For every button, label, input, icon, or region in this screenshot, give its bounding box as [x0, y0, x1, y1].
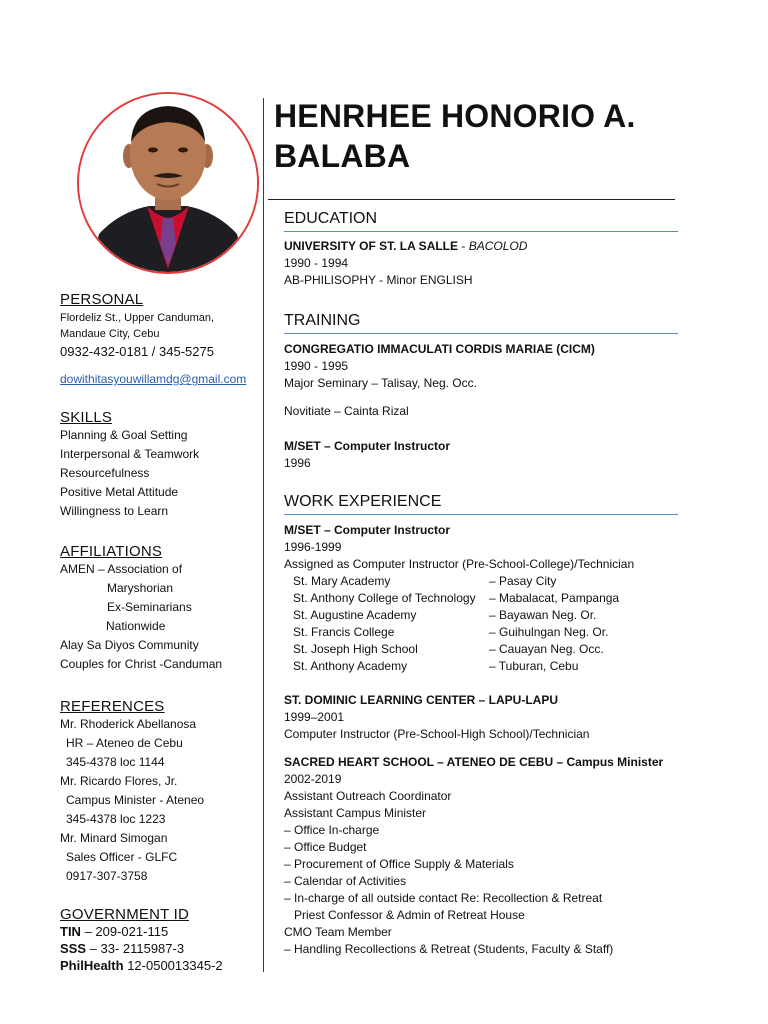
skill-item: Interpersonal & Teamwork	[60, 447, 200, 461]
reference-line: Mr. Ricardo Flores, Jr.	[60, 774, 178, 788]
education-heading: EDUCATION	[284, 210, 678, 232]
school-row	[284, 590, 678, 607]
training-org: CONGREGATIO IMMACULATI CORDIS MARIAE (CICM)	[284, 342, 595, 356]
job3-title: SACRED HEART SCHOOL – ATENEO DE CEBU – Campus Minister	[284, 755, 664, 769]
school-name: UNIVERSITY OF ST. LA SALLE	[284, 239, 459, 253]
job3-years: 2002-2019	[284, 772, 342, 786]
job1-title: M/SET – Computer Instructor	[284, 523, 451, 537]
government-id-heading: GOVERNMENT ID	[60, 906, 190, 923]
personal-section	[60, 291, 260, 386]
school-name: St. Anthony College of Technology	[293, 591, 476, 605]
job3-line: – Handling Recollections & Retreat (Students, Faculty & Staff)	[284, 942, 614, 956]
job3-line: – Office Budget	[284, 840, 367, 854]
profile-photo	[77, 92, 259, 274]
school-city: BACOLOD	[468, 239, 528, 253]
portrait-illustration	[79, 94, 257, 272]
school-place: – Pasay City	[489, 574, 557, 588]
job1-description: Assigned as Computer Instructor (Pre-School-College)/Technician	[284, 557, 635, 571]
skills-heading: SKILLS	[60, 409, 113, 426]
reference-line: HR – Ateneo de Cebu	[66, 736, 183, 750]
school-place: – Mabalacat, Pampanga	[489, 591, 620, 605]
philhealth-row	[60, 957, 260, 974]
affiliation-line: Ex-Seminarians	[107, 600, 192, 614]
tin-row	[60, 923, 260, 940]
training-seminary: Major Seminary – Talisay, Neg. Occ.	[284, 376, 477, 390]
affiliations-section	[60, 543, 260, 674]
school-name: St. Joseph High School	[293, 642, 418, 656]
job2-title: ST. DOMINIC LEARNING CENTER – LAPU-LAPU	[284, 693, 559, 707]
sss-label: SSS	[60, 941, 87, 956]
philhealth-value: 12-050013345-2	[123, 958, 223, 973]
reference-line: 345-4378 loc 1223	[66, 812, 166, 826]
address-line-2: Mandaue City, Cebu	[60, 328, 160, 340]
school-name: St. Anthony Academy	[293, 659, 408, 673]
full-name	[274, 96, 636, 176]
skill-item: Positive Metal Attitude	[60, 485, 179, 499]
sss-value: – 33- 2115987-3	[86, 941, 185, 956]
government-id-section	[60, 906, 260, 974]
work-section	[284, 493, 678, 958]
job3-line: – Calendar of Activities	[284, 874, 407, 888]
work-heading: WORK EXPERIENCE	[284, 493, 678, 515]
address-line-1: Flordeliz St., Upper Canduman,	[60, 312, 215, 324]
job3-line: – Procurement of Office Supply & Materials	[284, 857, 514, 871]
school-separator: -	[458, 239, 469, 253]
school-place: – Bayawan Neg. Or.	[489, 608, 597, 622]
job3-line: Assistant Outreach Coordinator	[284, 789, 452, 803]
school-place: – Cauayan Neg. Occ.	[489, 642, 604, 656]
affiliation-line: Alay Sa Diyos Community	[60, 638, 199, 652]
school-place: – Guihulngan Neg. Or.	[489, 625, 609, 639]
school-row	[284, 624, 678, 641]
references-section	[60, 698, 260, 886]
school-name: St. Francis College	[293, 625, 395, 639]
philhealth-label: PhilHealth	[60, 958, 124, 973]
education-degree: AB-PHILISOPHY - Minor ENGLISH	[284, 273, 473, 287]
reference-line: Campus Minister - Ateneo	[66, 793, 205, 807]
training-section	[284, 312, 678, 472]
job2-years: 1999–2001	[284, 710, 345, 724]
name-line-2: BALABA	[274, 138, 411, 174]
tin-value: – 209-021-115	[80, 924, 169, 939]
skill-item: Planning & Goal Setting	[60, 428, 188, 442]
training-mset-year: 1996	[284, 456, 311, 470]
training-heading: TRAINING	[284, 312, 678, 334]
skill-item: Willingness to Learn	[60, 504, 169, 518]
affiliation-line: AMEN – Association of	[60, 562, 183, 576]
affiliation-line: Nationwide	[106, 619, 166, 633]
sss-row	[60, 940, 260, 957]
job1-years: 1996-1999	[284, 540, 342, 554]
job3-line: – In-charge of all outside contact Re: Recollection & Retreat	[284, 891, 603, 905]
affiliations-heading: AFFILIATIONS	[60, 543, 163, 560]
job3-line: CMO Team Member	[284, 925, 392, 939]
school-row	[284, 573, 678, 590]
references-heading: REFERENCES	[60, 698, 165, 715]
education-years: 1990 - 1994	[284, 256, 349, 270]
phone-number: 0932-432-0181 / 345-5275	[60, 344, 214, 359]
training-mset: M/SET – Computer Instructor	[284, 439, 451, 453]
school-list	[284, 573, 678, 675]
column-divider	[263, 98, 264, 972]
skill-item: Resourcefulness	[60, 466, 150, 480]
email-link[interactable]: dowithitasyouwillamdg@gmail.com	[60, 372, 247, 386]
school-place: – Tuburan, Cebu	[489, 659, 579, 673]
school-name: St. Augustine Academy	[293, 608, 417, 622]
education-section	[284, 210, 678, 289]
school-name: St. Mary Academy	[293, 574, 391, 588]
job3-line: Assistant Campus Minister	[284, 806, 427, 820]
reference-line: Mr. Rhoderick Abellanosa	[60, 717, 197, 731]
reference-line: 345-4378 loc 1144	[66, 755, 165, 769]
tin-label: TIN	[60, 924, 81, 939]
affiliation-line: Couples for Christ -Canduman	[60, 657, 223, 671]
name-line-1: HENRHEE HONORIO A.	[274, 98, 636, 134]
personal-heading: PERSONAL	[60, 291, 144, 308]
school-row	[284, 641, 678, 658]
job3-line: – Office In-charge	[284, 823, 380, 837]
affiliation-line: Maryshorian	[107, 581, 174, 595]
name-divider	[268, 199, 675, 200]
reference-line: Mr. Minard Simogan	[60, 831, 168, 845]
job2-description: Computer Instructor (Pre-School-High School)/Technician	[284, 727, 590, 741]
school-row	[284, 658, 678, 675]
education-school-row	[284, 238, 678, 255]
training-novitiate: Novitiate – Cainta Rizal	[284, 404, 409, 418]
reference-line: Sales Officer - GLFC	[66, 850, 178, 864]
skills-section	[60, 409, 260, 521]
training-years: 1990 - 1995	[284, 359, 349, 373]
school-row	[284, 607, 678, 624]
job3-line: Priest Confessor & Admin of Retreat House	[284, 908, 525, 922]
reference-line: 0917-307-3758	[66, 869, 148, 883]
